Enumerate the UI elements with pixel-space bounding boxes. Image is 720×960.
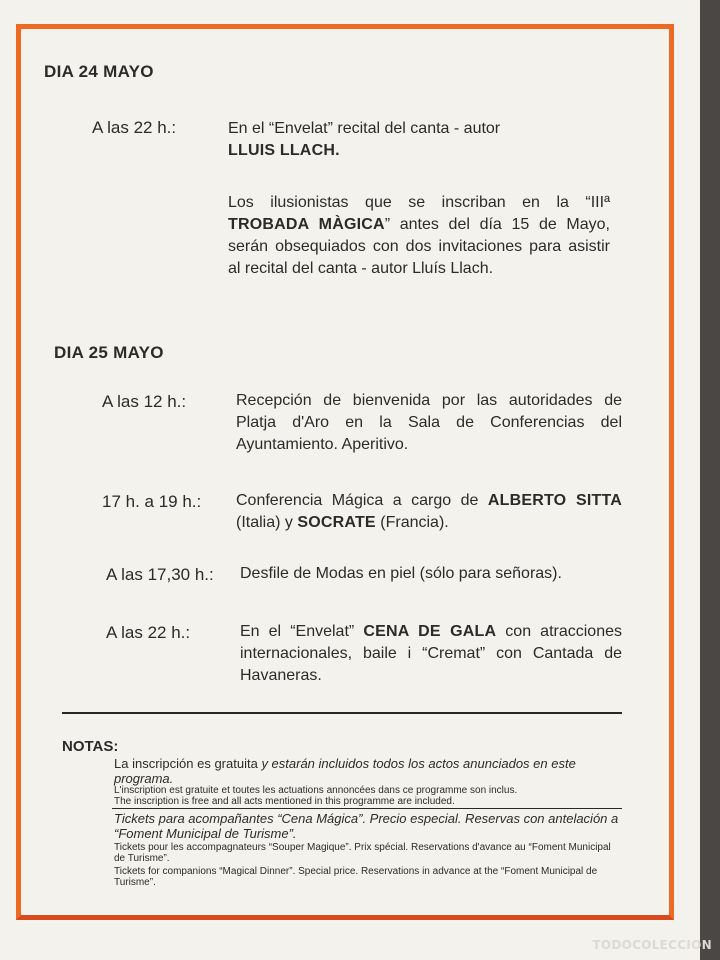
event-text: En el “Envelat” recital del canta - autor [228,120,501,137]
event-name: CENA DE GALA [363,623,497,640]
event-text-cont: con atracciones internacionales, baile i “Cremat” con Cantada de Havaneras. [240,623,623,684]
day-25-event-2-time: 17 h. a 19 h.: [102,492,202,511]
notes-heading: NOTAS: [62,738,119,755]
day-24-event-1-text [228,118,610,162]
day-25-event-3-time: A las 17,30 h.: [106,565,214,584]
day-25-event-1-time: A las 12 h.: [102,392,187,411]
day-25-event-4-text [240,621,622,687]
note-1-french: L'inscription est gratuite et toutes les actuations annoncées dans ce programme son inclus. [114,785,518,796]
day-25-event-3-text: Desfile de Modas en piel (sólo para señoras). [240,565,562,582]
note-1-lead: La inscripción es gratuita [114,756,258,771]
notes-divider [112,808,622,809]
note-1-spanish [114,756,620,786]
event-text-cont: ” antes del día 15 de Mayo, serán obsequiados con dos invitaciones para asistir al recital del canta - autor Lluís Llach. [228,216,610,277]
note-1-english: The inscription is free and all acts mentioned in this programme are included. [114,796,455,807]
section-divider [62,712,622,714]
artist-name: LLUIS LLACH. [228,142,340,159]
event-name: TROBADA MÀGICA [228,216,385,233]
day-25-event-1-text: Recepción de bienvenida por las autoridades de Platja d'Aro en la Sala de Conferencias del Ayuntamiento. Aperitivo. [236,392,622,453]
day-24-heading: DIA 24 MAYO [44,62,154,81]
note-1-rest: y estarán incluidos todos los actos anunciados en este programa. [114,756,576,786]
note-2-french: Tickets pour les accompagnateurs “Souper Magique”. Prix spécial. Reservations d'avance au “Foment Municipal de Turisme”. [114,842,611,864]
speaker-1: ALBERTO SITTA [487,492,623,509]
event-text-end: (Francia). [380,514,449,531]
note-2-spanish: Tickets para acompañantes “Cena Mágica”. Precio especial. Reservas con antelación a “Foment Municipal de Turisme”. [114,811,619,841]
day-24-event-1-time: A las 22 h.: [92,118,177,137]
event-text: En el “Envelat” [240,623,355,640]
event-text: Conferencia Mágica a cargo de [236,492,479,509]
speaker-2: SOCRATE [297,514,376,531]
note-2-english: Tickets for companions “Magical Dinner”. Special price. Reservations in advance at the “Foment Municipal de Turisme”. [114,866,598,888]
event-text-mid: (Italia) y [236,514,293,531]
day-24-event-2-text [228,192,610,280]
page-edge-shadow [700,0,720,960]
watermark: TODOCOLECCION [592,938,712,952]
event-text: Los ilusionistas que se inscriban en la “IIIª [228,194,610,211]
day-25-event-4-time: A las 22 h.: [106,623,191,642]
day-25-heading: DIA 25 MAYO [54,343,164,362]
day-25-event-2-text [236,490,622,534]
